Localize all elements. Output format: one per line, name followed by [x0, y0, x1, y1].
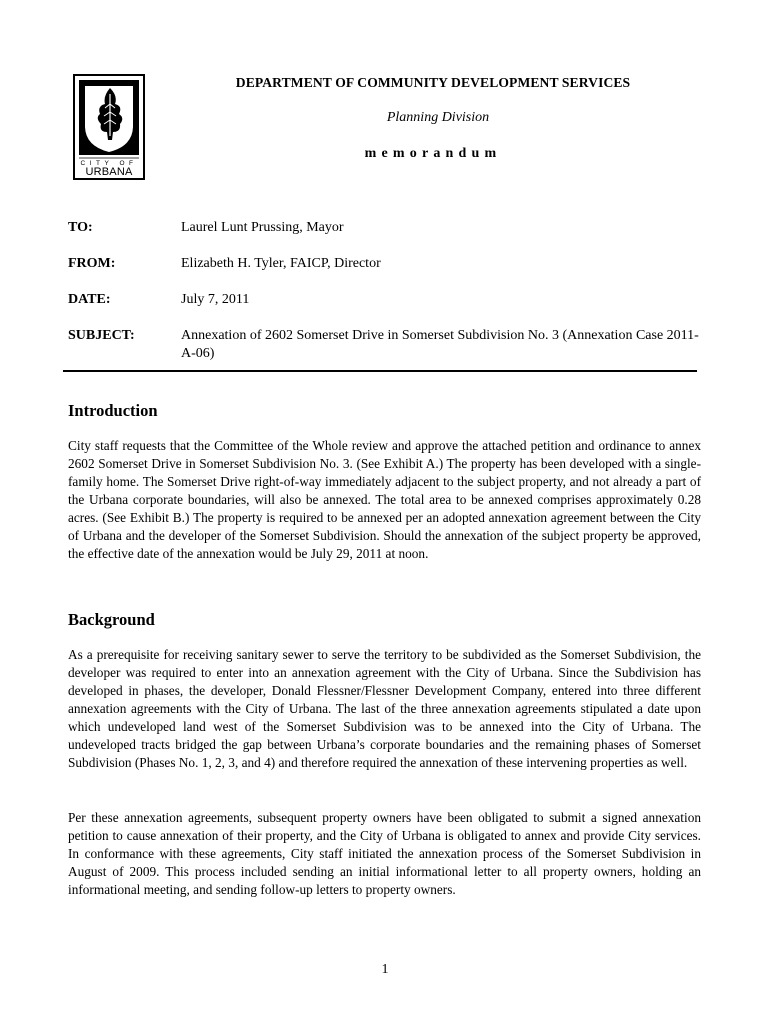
- from-label: FROM:: [68, 256, 116, 271]
- to-label: TO:: [68, 220, 93, 235]
- introduction-heading: Introduction: [68, 401, 158, 420]
- tree-emblem-icon: [73, 74, 145, 180]
- city-of-urbana-logo: [73, 74, 145, 180]
- to-value: Laurel Lunt Prussing, Mayor: [181, 220, 344, 235]
- division-subtitle: Planning Division: [386, 110, 490, 125]
- memorandum-heading: memorandum: [364, 146, 502, 161]
- subject-value: Annexation of 2602 Somerset Drive in Somerset Subdivision No. 3 (Annexation Case 2011-A-06): [181, 328, 699, 361]
- from-value: Elizabeth H. Tyler, FAICP, Director: [181, 256, 381, 271]
- date-value: July 7, 2011: [181, 292, 250, 307]
- logo-line2: URBANA: [85, 166, 133, 178]
- background-paragraph-2: Per these annexation agreements, subsequent property owners have been obligated to submit a signed annexation petition to cause annexation of their property, and the City of Urbana is obligated to annex and provide City services. In conformance with these agreements, City staff initiated the annexation process of the Somerset Subdivision in August of 2009. This process included sending an initial informational letter to all property owners, holding an informational meeting, and sending follow-up letters to property owners.: [68, 810, 701, 897]
- background-heading: Background: [68, 610, 155, 629]
- logo-line1: CITY OF: [80, 160, 138, 167]
- background-paragraph-1: As a prerequisite for receiving sanitary sewer to serve the territory to be subdivided as the Somerset Subdivision, the developer was required to enter into an annexation agreement with the City of Urbana. Since the Subdivision has developed in phases, the developer, Donald Flessner/Flessner Development Company, entered into three different annexation agreements with the City of Urbana. The last of the three annexation agreements stipulated a date upon which undeveloped land west of the Somerset Subdivision was to be annexed into the City of Urbana. The undeveloped tracts bridged the gap between Urbana’s corporate boundaries and the remaining phases of Somerset Subdivision (Phases No. 1, 2, 3, and 4) and therefore required the annexation of these intervening properties as well.: [68, 647, 701, 770]
- header-divider: [63, 370, 697, 372]
- date-label: DATE:: [68, 292, 111, 307]
- subject-label: SUBJECT:: [68, 328, 135, 343]
- department-title: DEPARTMENT OF COMMUNITY DEVELOPMENT SERVICES: [235, 75, 631, 90]
- page-number: 1: [381, 962, 389, 977]
- introduction-paragraph: City staff requests that the Committee of the Whole review and approve the attached petition and ordinance to annex 2602 Somerset Drive in Somerset Subdivision No. 3. (See Exhibit A.) The property has been developed with a single-family home. The Somerset Drive right-of-way immediately adjacent to the subject property, and not already a part of the Urbana corporate boundaries, will also be annexed. The total area to be annexed comprises approximately 0.28 acres. (See Exhibit B.) The property is required to be annexed per an adopted annexation agreement between the City of Urbana and the developer of the Somerset Subdivision. Should the annexation of the subject property be approved, the effective date of the annexation would be July 29, 2011 at noon.: [68, 438, 701, 561]
